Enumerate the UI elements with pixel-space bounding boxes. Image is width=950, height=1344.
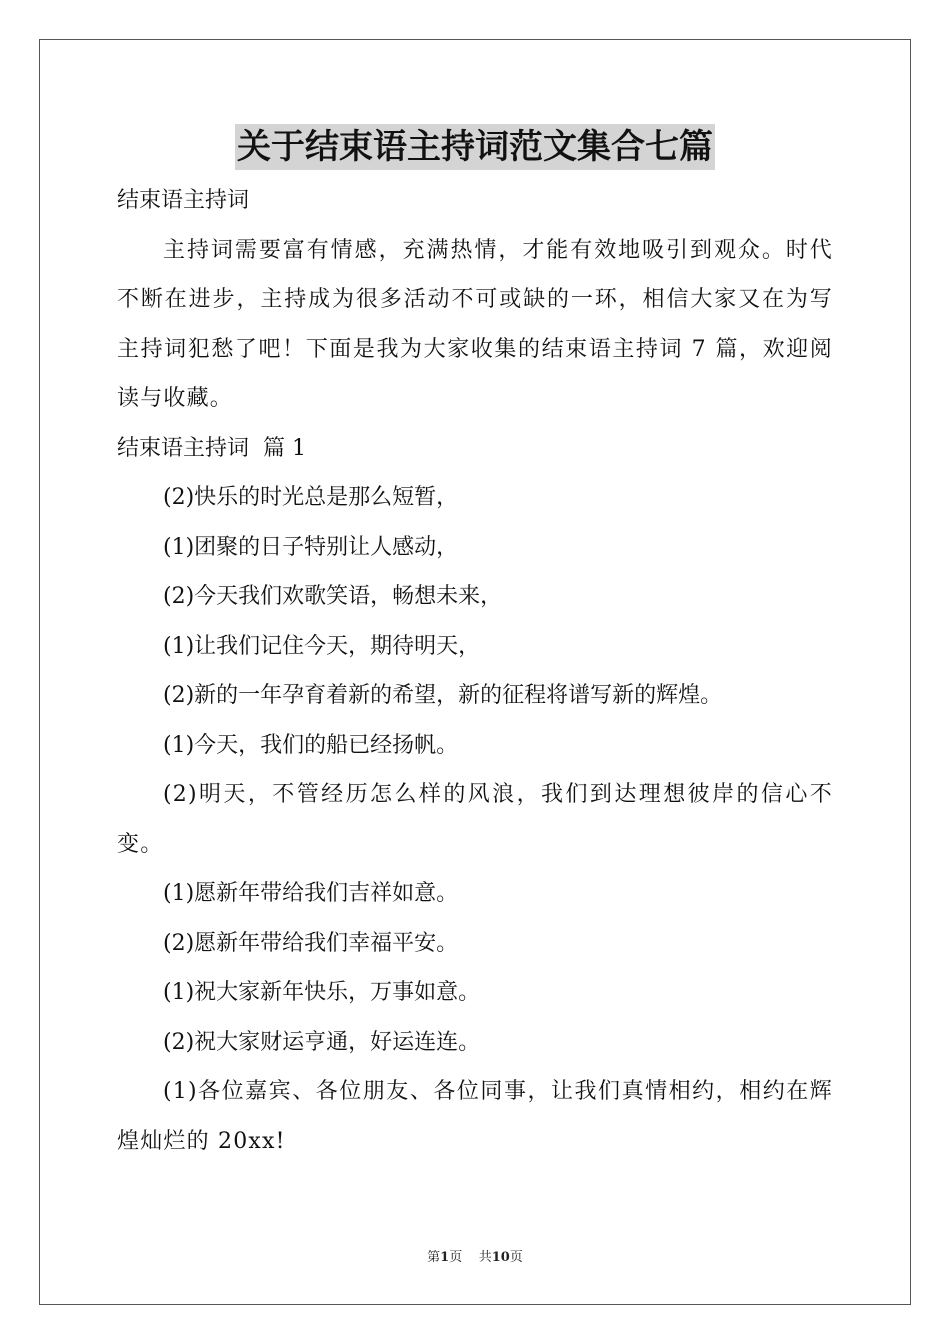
footer-total-number: 10 [491, 1250, 510, 1265]
page-footer [0, 1246, 950, 1265]
intro-paragraph: 主持词需要富有情感，充满热情，才能有效地吸引到观众。时代不断在进步，主持成为很多活动不可或缺的一环，相信大家又在为写主持词犯愁了吧！下面是我为大家收集的结束语主持词 7 篇，欢迎阅读与收藏。 [117, 237, 833, 411]
dialogue-line: (2)明天，不管经历怎么样的风浪，我们到达理想彼岸的信心不变。 [117, 782, 833, 857]
dialogue-line: (1)祝大家新年快乐，万事如意。 [163, 980, 481, 1005]
document-title: 关于结束语主持词范文集合七篇 [235, 124, 715, 170]
dialogue-line: (1)各位嘉宾、各位朋友、各位同事，让我们真情相约，相约在辉煌灿烂的 20xx! [117, 1079, 833, 1154]
section-heading: 结束语主持词 篇 1 [117, 435, 306, 461]
dialogue-line: (1)让我们记住今天，期待明天， [163, 633, 481, 659]
dialogue-line: (1)团聚的日子特别让人感动， [163, 534, 459, 560]
dialogue-line: (1)今天，我们的船已经扬帆。 [163, 732, 459, 758]
footer-total-prefix: 共 [478, 1250, 492, 1265]
dialogue-line: (2)新的一年孕育着新的希望，新的征程将谱写新的辉煌。 [163, 683, 723, 708]
dialogue-line: (2)今天我们欢歌笑语，畅想未来， [163, 584, 503, 609]
footer-total-suffix: 页 [509, 1250, 523, 1265]
dialogue-line: (2)愿新年带给我们幸福平安。 [163, 930, 459, 956]
footer-page-suffix: 页 [449, 1250, 463, 1265]
intro-heading: 结束语主持词 [117, 188, 250, 213]
document-body [117, 176, 833, 1166]
title-container [0, 124, 950, 170]
dialogue-line: (2)快乐的时光总是那么短暂， [163, 485, 459, 510]
dialogue-line: (1)愿新年带给我们吉祥如意。 [163, 881, 459, 906]
dialogue-line: (2)祝大家财运亨通，好运连连。 [163, 1029, 481, 1055]
footer-page-prefix: 第 [427, 1250, 441, 1265]
footer-page-number: 1 [440, 1250, 450, 1265]
